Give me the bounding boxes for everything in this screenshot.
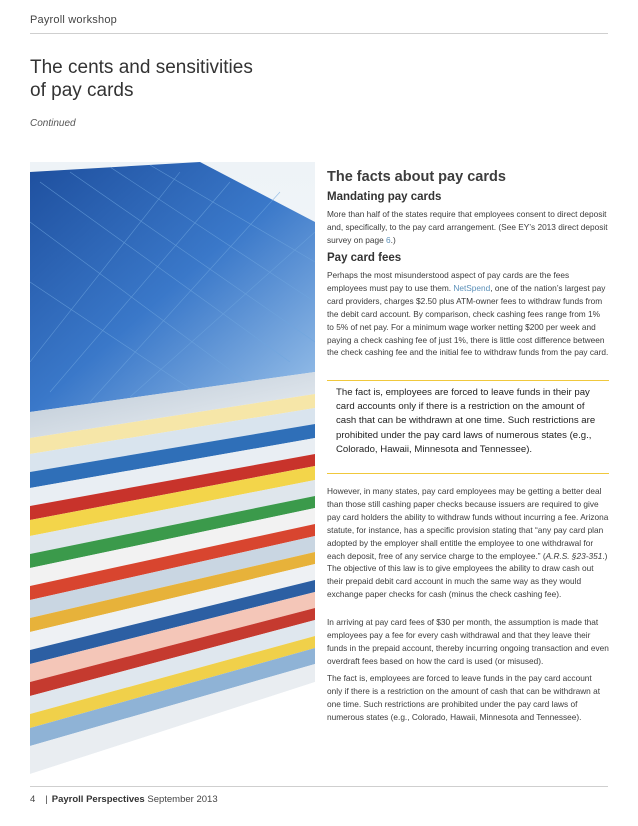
netspend-link[interactable]: NetSpend [453, 282, 491, 293]
pull-quote: The fact is, employees are forced to leave funds in their pay card accounts only if there is a restriction on the amount of cash that can be withdrawn at one time. Such restrictions are prohibited under the pay card laws of numerous states (e.g., Colorado, Hawaii, Minnesota and Tennessee). [336, 387, 596, 455]
arizona-text-end: .) The objective of this law is to give employees the ability to draw cash out their prepaid debit card account in much the same way as they would exchange paper checks for cash (minus the check cashing fee). [327, 550, 608, 600]
page-link[interactable]: 6 [386, 234, 391, 245]
arizona-paragraph [327, 485, 609, 601]
mandating-heading-block [327, 191, 609, 203]
mandating-text: More than half of the states require that employees consent to direct deposit and, specifically, to the pay card arrangement. (See EY’s 2013 direct deposit survey on page [327, 209, 608, 245]
fees-heading: Pay card fees [327, 252, 402, 264]
fees-text-end: , one of the nation’s largest pay card providers, charges $2.50 plus ATM-owner fees to withdraw funds from the debit card account. By comparison, check cashing fees range from 1% to 5% of net pay. For a minimum wage worker netting $200 per week and paying a check cashing fee of just 1%, there is little cost difference between the check cashing fee and the initial fee to withdraw funds from the pay card. [327, 282, 609, 358]
stacked-cards-photo [30, 162, 315, 774]
para3-block [327, 672, 609, 724]
mandating-text-block [327, 208, 609, 247]
fact-paragraph: The fact is, employees are forced to leave funds in the pay card account only if there is a restriction on the amount of cash that can be withdrawn at one time. Such restrictions are prohibited under the pay card laws of numerous states (e.g., Colorado, Hawaii, Minnesota and Tennessee). [327, 673, 601, 722]
arizona-text: However, in many states, pay card employees may be getting a better deal than those still cashing paper checks because issuers are required to give pay card holders the ability to withdraw funds without incurring a fee. Arizona statute, for instance, has a specific provision stating that “any pay card plan adopted by the employer shall entitle the employee to one withdrawal for each deposit, free of any service charge to the employee.” ( [327, 486, 609, 561]
statute-citation: A.R.S. §23-351 [545, 550, 603, 561]
mandating-text-end: .) [390, 234, 396, 245]
footer-divider [30, 786, 608, 787]
fees-text-block [327, 269, 609, 359]
mandating-heading: Mandating pay cards [327, 191, 442, 203]
article-title [30, 56, 330, 102]
fees-heading-block [327, 252, 609, 264]
section-heading-block [327, 169, 609, 185]
publication-name: Payroll Perspectives [51, 794, 145, 805]
page-footer [30, 794, 218, 805]
fees-assumption-paragraph: In arriving at pay card fees of $30 per month, the assumption is made that employees pay a fee for every cash withdrawal and that they leave their funds in the prepaid account, thereby incurring ongoing transaction and even overdraft fees based on how the card is used (or misused). [327, 617, 609, 666]
publication-date: September 2013 [147, 794, 218, 805]
para1-block [327, 485, 609, 601]
running-header: Payroll workshop [30, 14, 117, 26]
fees-paragraph [327, 269, 609, 359]
para2-block [327, 616, 609, 668]
page-number: 4 [30, 794, 36, 805]
title-line-1: The cents and sensitivities [30, 57, 253, 78]
section-heading: The facts about pay cards [327, 169, 506, 185]
footer-separator: | [45, 794, 48, 805]
continued-label: Continued [30, 118, 76, 129]
header-divider [30, 33, 608, 34]
quote-bottom-rule [327, 473, 609, 474]
mandating-paragraph [327, 208, 609, 247]
title-line-2: of pay cards [30, 80, 134, 101]
fees-text: Perhaps the most misunderstood aspect of pay cards are the fees employees must pay to use them. [327, 270, 570, 293]
quote-top-rule [327, 380, 609, 381]
